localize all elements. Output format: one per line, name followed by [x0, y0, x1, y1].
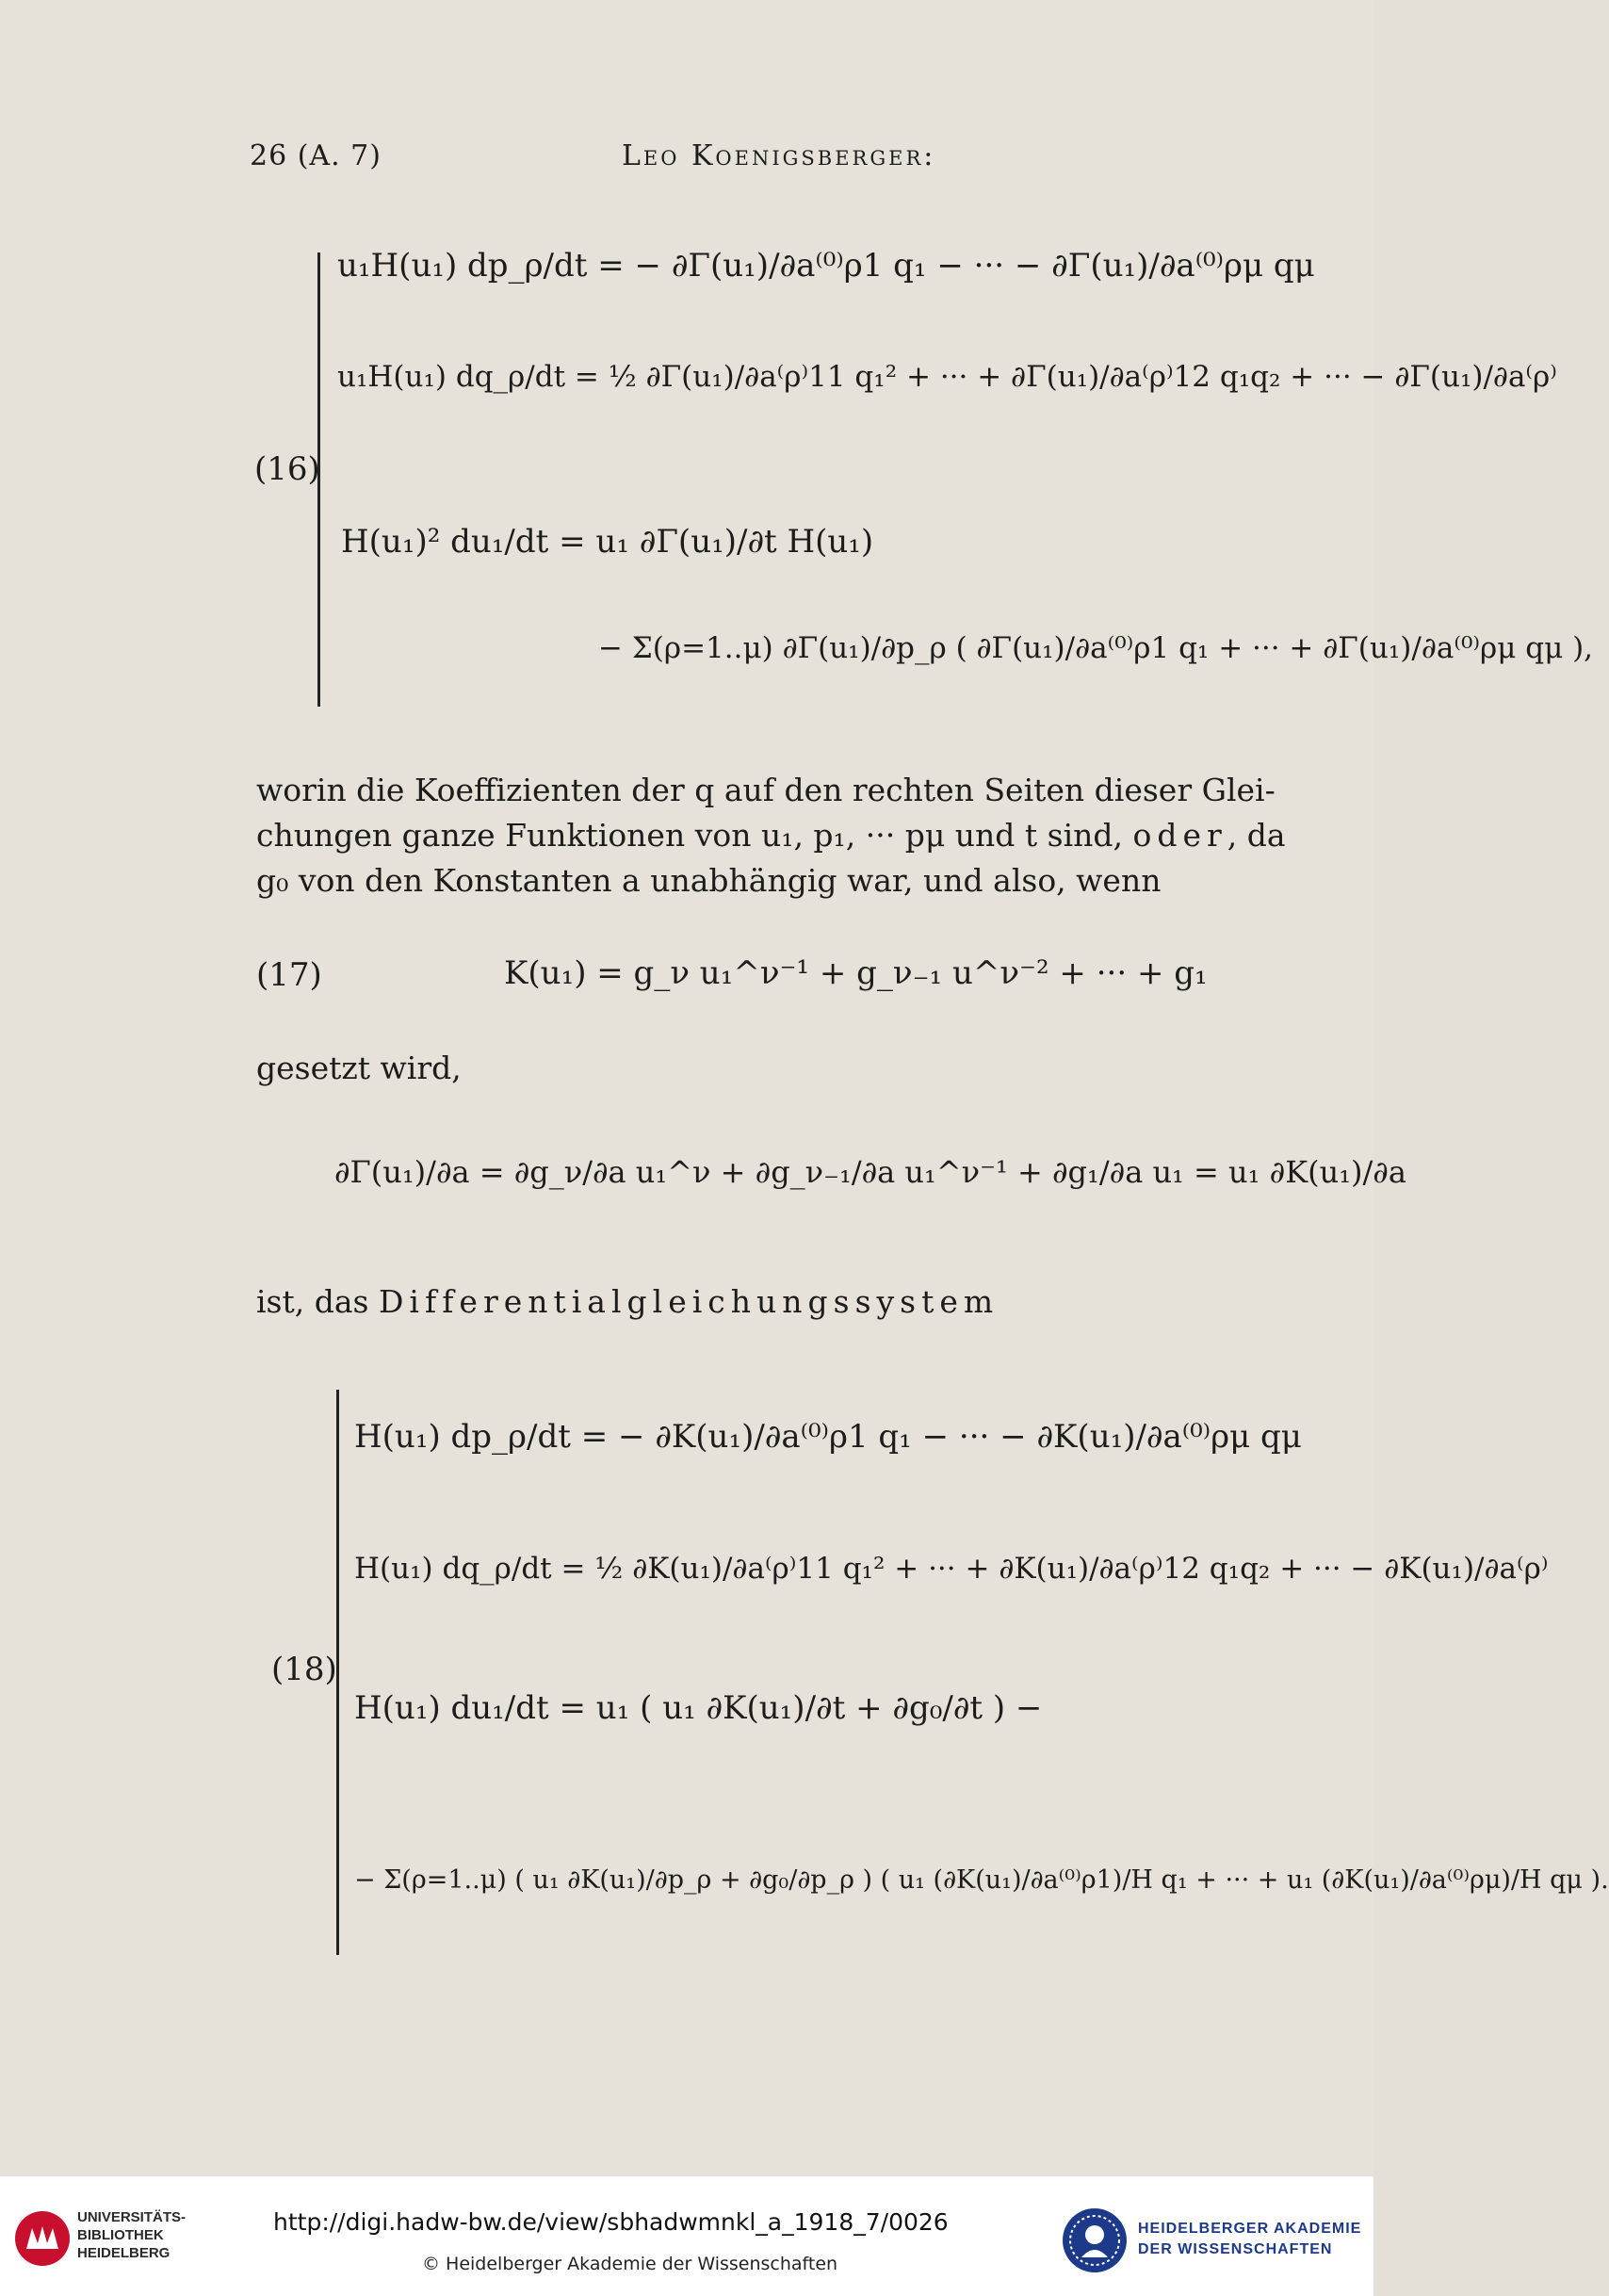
- eq16-line3: H(u₁)² du₁/dt = u₁ ∂Γ(u₁)/∂t H(u₁): [341, 523, 874, 561]
- page-url-link[interactable]: http://digi.hadw-bw.de/view/sbhadwmnkl_a_1918_7/0026: [273, 2208, 949, 2236]
- copyright-notice: © Heidelberger Akademie der Wissenschaften: [422, 2254, 838, 2274]
- eq18-label: (18): [271, 1651, 337, 1688]
- eq18-line4: − Σ(ρ=1..μ) ( u₁ ∂K(u₁)/∂p_ρ + ∂g₀/∂p_ρ ) ( u₁ (∂K(u₁)/∂a⁽⁰⁾ρ1)/H q₁ + ··· + u₁ (∂K(u₁)/∂a⁽⁰⁾ρμ)/H qμ ).: [354, 1865, 1609, 1895]
- eq17-label: (17): [256, 956, 322, 994]
- gesetzt-text: gesetzt wird,: [256, 1050, 462, 1086]
- paragraph-koeffizienten: worin die Koeffizienten der q auf den rechten Seiten dieser Glei- chungen ganze Funktionen von u₁, p₁, ··· pμ und t sind, oder, da g₀ von den Konstanten a unabhängig war, und also, wenn: [256, 772, 1286, 899]
- eq16-line2: u₁H(u₁) dq_ρ/dt = ½ ∂Γ(u₁)/∂a⁽ρ⁾11 q₁² + ··· + ∂Γ(u₁)/∂a⁽ρ⁾12 q₁q₂ + ··· − ∂Γ(u₁)/∂a⁽ρ⁾: [337, 360, 1557, 394]
- system-intro: ist, das Differentialgleichungssystem: [256, 1283, 1000, 1320]
- eq18-line3: H(u₁) du₁/dt = u₁ ( u₁ ∂K(u₁)/∂t + ∂g₀/∂t ) −: [354, 1689, 1043, 1727]
- eq18-line2: H(u₁) dq_ρ/dt = ½ ∂K(u₁)/∂a⁽ρ⁾11 q₁² + ··· + ∂K(u₁)/∂a⁽ρ⁾12 q₁q₂ + ··· − ∂K(u₁)/∂a⁽ρ⁾: [354, 1552, 1549, 1586]
- author-name: Leo Koenigsberger:: [622, 139, 936, 172]
- eq16-line1: u₁H(u₁) dp_ρ/dt = − ∂Γ(u₁)/∂a⁽⁰⁾ρ1 q₁ − ··· − ∂Γ(u₁)/∂a⁽⁰⁾ρμ qμ: [337, 247, 1315, 285]
- university-library-name: UNIVERSITÄTS- BIBLIOTHEK HEIDELBERG: [77, 2209, 187, 2261]
- eq16-label: (16): [254, 450, 320, 488]
- page-number: 26 (A. 7): [250, 139, 382, 172]
- academy-seal-icon: [1061, 2206, 1129, 2274]
- eq-derivative: ∂Γ(u₁)/∂a = ∂g_ν/∂a u₁^ν + ∂g_ν₋₁/∂a u₁^ν⁻¹ + ∂g₁/∂a u₁ = u₁ ∂K(u₁)/∂a: [334, 1154, 1406, 1190]
- eq17: K(u₁) = g_ν u₁^ν⁻¹ + g_ν₋₁ u^ν⁻² + ··· + g₁: [504, 954, 1208, 992]
- academy-name: HEIDELBERGER AKADEMIE DER WISSENSCHAFTEN: [1138, 2221, 1362, 2257]
- eq16-line4: − Σ(ρ=1..μ) ∂Γ(u₁)/∂p_ρ ( ∂Γ(u₁)/∂a⁽⁰⁾ρ1 q₁ + ··· + ∂Γ(u₁)/∂a⁽⁰⁾ρμ qμ ),: [598, 631, 1594, 665]
- university-library-logo-icon: [13, 2209, 72, 2268]
- viewer-footer: [0, 2176, 1373, 2296]
- eq18-line1: H(u₁) dp_ρ/dt = − ∂K(u₁)/∂a⁽⁰⁾ρ1 q₁ − ··· − ∂K(u₁)/∂a⁽⁰⁾ρμ qμ: [354, 1418, 1302, 1456]
